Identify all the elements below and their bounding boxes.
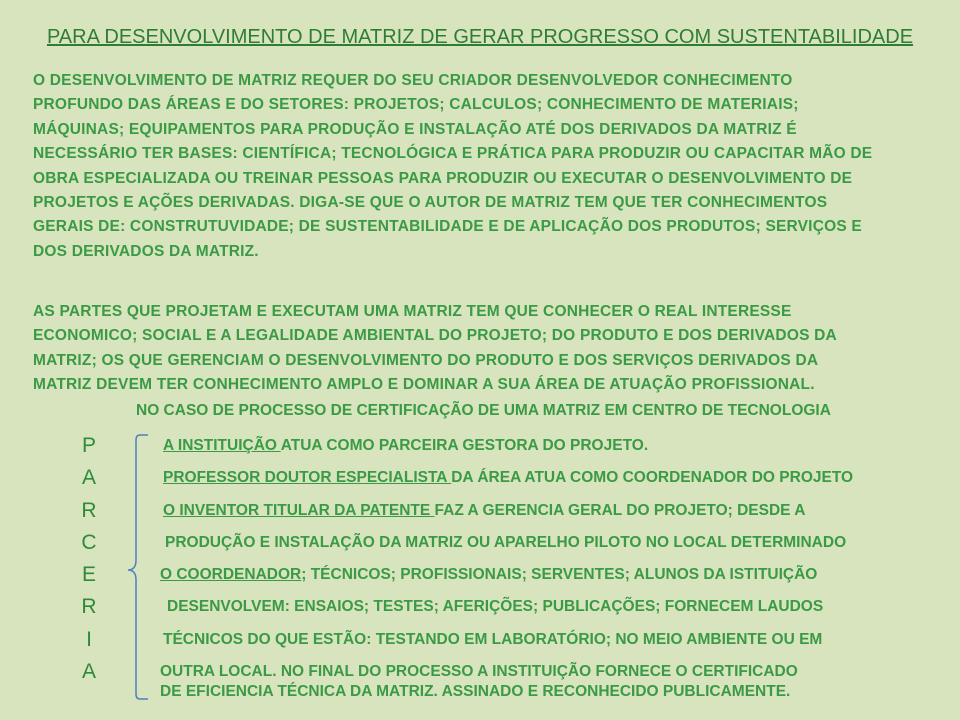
parceria-row (160, 495, 853, 527)
paragraph-line: PROJETOS E AÇÕES DERIVADAS. DIGA-SE QUE O AUTOR DE MATRIZ TEM QUE TER CONHECIMENTOS (33, 194, 828, 212)
parceria-list (160, 430, 853, 704)
underlined-term: PROFESSOR DOUTOR ESPECIALISTA (163, 469, 452, 487)
parceria-row (160, 559, 853, 591)
paragraph-line: MATRIZ DEVEM TER CONHECIMENTO AMPLO E DOMINAR A SUA ÁREA DE ATUAÇÃO PROFISSIONAL. (33, 376, 815, 394)
paragraph-line: ECONOMICO; SOCIAL E A LEGALIDADE AMBIENTAL DO PROJETO; DO PRODUTO E DOS DERIVADOS DA (33, 327, 837, 345)
parceria-letter: P (81, 434, 96, 457)
page-title: PARA DESENVOLVIMENTO DE MATRIZ DE GERAR PROGRESSO COM SUSTENTABILIDADE (46, 26, 914, 48)
parceria-letter: A (81, 660, 96, 684)
paragraph-line: PROFUNDO DAS ÁREAS E DO SETORES: PROJETOS; CALCULOS; CONHECIMENTO DE MATERIAIS; (33, 96, 799, 114)
parceria-letter: E (81, 563, 96, 587)
parceria-letter: R (81, 595, 97, 619)
parceria-letter: I (86, 627, 92, 651)
paragraph-line: OBRA ESPECIALIZADA OU TREINAR PESSOAS PARA PRODUZIR OU EXECUTAR O DESENVOLVIMENTO DE (33, 169, 853, 187)
paragraph-line: DOS DERIVADOS DA MATRIZ. (33, 242, 259, 260)
row-text: DA ÁREA ATUA COMO COORDENADOR DO PROJETO (451, 469, 854, 487)
subheading: NO CASO DE PROCESSO DE CERTIFICAÇÃO DE UMA MATRIZ EM CENTRO DE TECNOLOGIA (136, 402, 831, 419)
curly-brace-icon (120, 432, 160, 702)
row-text: DE EFICIENCIA TÉCNICA DA MATRIZ. ASSINADO E RECONHECIDO PUBLICAMENTE. (160, 683, 791, 701)
row-text: ; TÉCNICOS; PROFISSIONAIS; SERVENTES; ALUNOS DA ISTITUIÇÃO (301, 566, 818, 584)
underlined-term: O COORDENADOR (160, 566, 302, 584)
parceria-letter: R (81, 498, 97, 522)
paragraph-line: AS PARTES QUE PROJETAM E EXECUTAM UMA MATRIZ TEM QUE CONHECER O REAL INTERESSE (33, 303, 792, 320)
parceria-letter: C (81, 530, 97, 554)
paragraph-line: GERAIS DE: CONSTRUTUVIDADE; DE SUSTENTABILIDADE E DE APLICAÇÃO DOS PRODUTOS; SERVIÇOS E (33, 218, 862, 236)
underlined-term: A INSTITUIÇÃO (163, 437, 281, 454)
paragraph-line: NECESSÁRIO TER BASES: CIENTÍFICA; TECNOLÓGICA E PRÁTICA PARA PRODUZIR OU CAPACITAR MÃO DE (33, 145, 873, 163)
row-text: ATUA COMO PARCEIRA GESTORA DO PROJETO. (280, 437, 649, 454)
row-text: PRODUÇÃO E INSTALAÇÃO DA MATRIZ OU APARELHO PILOTO NO LOCAL DETERMINADO (165, 533, 847, 551)
parceria-row (160, 430, 853, 462)
underlined-term: O INVENTOR TITULAR DA PATENTE (163, 501, 435, 519)
paragraph-2 (33, 300, 953, 398)
paragraph-line: O DESENVOLVIMENTO DE MATRIZ REQUER DO SEU CRIADOR DESENVOLVEDOR CONHECIMENTO (33, 72, 793, 89)
row-text: OUTRA LOCAL. NO FINAL DO PROCESSO A INSTITUIÇÃO FORNECE O CERTIFICADO (160, 663, 798, 681)
row-text: DESENVOLVEM: ENSAIOS; TESTES; AFERIÇÕES; PUBLICAÇÕES; FORNECEM LAUDOS (167, 598, 824, 616)
parceria-row (160, 462, 853, 494)
parceria-vertical-word (78, 430, 100, 688)
paragraph-line: MÁQUINAS; EQUIPAMENTOS PARA PRODUÇÃO E INSTALAÇÃO ATÉ DOS DERIVADOS DA MATRIZ É (33, 120, 797, 138)
parceria-row (160, 527, 853, 559)
row-text: TÉCNICOS DO QUE ESTÃO: TESTANDO EM LABORATÓRIO; NO MEIO AMBIENTE OU EM (163, 630, 823, 648)
paragraph-1 (33, 69, 953, 264)
parceria-letter: A (81, 466, 96, 490)
parceria-row (160, 591, 853, 623)
parceria-row (160, 624, 853, 656)
parceria-row (160, 680, 853, 704)
paragraph-line: MATRIZ; OS QUE GERENCIAM O DESENVOLVIMENTO DO PRODUTO E DOS SERVIÇOS DERIVADOS DA (33, 351, 819, 369)
row-text: FAZ A GERENCIA GERAL DO PROJETO; DESDE A (434, 501, 806, 519)
